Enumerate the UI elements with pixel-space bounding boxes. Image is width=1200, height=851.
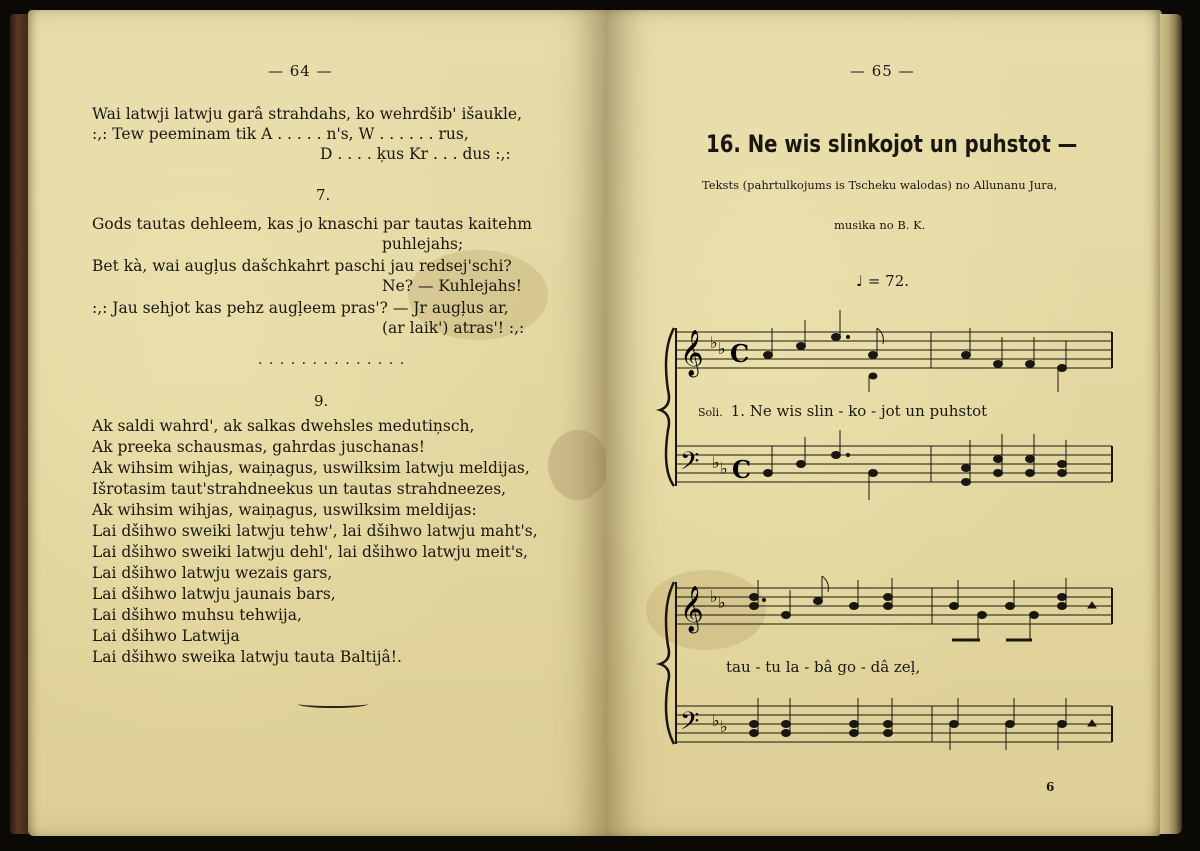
book-spread bbox=[10, 10, 1178, 838]
book-page-edges-right bbox=[1160, 14, 1182, 834]
treble-clef: 𝄞 bbox=[680, 330, 704, 376]
flat-sign: ♭ bbox=[718, 339, 726, 358]
flat-sign: ♭ bbox=[712, 711, 720, 730]
flat-sign: ♭ bbox=[720, 717, 728, 736]
flat-sign: ♭ bbox=[720, 459, 728, 478]
verse-line: Ak saldi wahrd', ak salkas dwehsles medutiņsch, bbox=[92, 417, 475, 435]
book-cover-edge-left bbox=[10, 14, 30, 834]
verse-line: :,: Jau sehjot kas pehz augļeem pras'? — Jr augļus ar, bbox=[92, 299, 509, 317]
verse-line: Bet kà, wai augļus dašchkahrt paschi jau redsej'schi? bbox=[92, 257, 512, 275]
signature-mark: 6 bbox=[1046, 780, 1055, 794]
flat-sign: ♭ bbox=[712, 453, 720, 472]
treble-staff bbox=[676, 588, 1112, 624]
verse-line: (ar laik') atras'! :,: bbox=[382, 319, 525, 337]
verse-line: Gods tautas dehleem, kas jo knaschi par tautas kaitehm bbox=[92, 215, 532, 233]
notes-measure-2 bbox=[962, 328, 1067, 392]
lyrics-text: 1. Ne wis slin - ko - jot un puhstot bbox=[730, 402, 988, 420]
verse-line: Lai dšihwo sweiki latwju dehl', lai dšihwo latwju meit's, bbox=[92, 543, 528, 561]
lyricist-credit: Teksts (pahrtulkojums is Tscheku walodas) no Allunanu Jura, bbox=[702, 178, 1058, 192]
page-number: — 64 — bbox=[268, 62, 333, 80]
verse-line: Išrotasim taut'strahdneekus un tautas strahdneezes, bbox=[92, 480, 507, 498]
stanza-number: 7. bbox=[316, 186, 331, 204]
system-brace bbox=[660, 582, 674, 744]
verse-line: Ak preeka schausmas, gahrdas juschanas! bbox=[92, 438, 425, 456]
system-brace bbox=[660, 328, 674, 486]
bass-clef: 𝄢 bbox=[680, 447, 700, 482]
lyrics-line-1 bbox=[698, 402, 987, 420]
bass-staff bbox=[676, 706, 1112, 742]
page-65 bbox=[606, 10, 1162, 836]
composer-credit: musika no B. K. bbox=[834, 218, 926, 232]
verse-line: :,: Tew peeminam tik A . . . . . n's, W . . . . . . rus, bbox=[92, 125, 469, 143]
page-64 bbox=[28, 10, 606, 836]
paper-stain bbox=[548, 430, 606, 500]
flat-sign: ♭ bbox=[718, 593, 726, 612]
verse-line: Lai dšihwo muhsu tehwija, bbox=[92, 606, 302, 624]
verse-line: Lai dšihwo latwju wezais gars, bbox=[92, 564, 333, 582]
verse-line: Ak wihsim wihjas, waiņagus, uswilksim latwju meldijas, bbox=[92, 459, 530, 477]
tempo-marking: ♩ = 72. bbox=[856, 272, 910, 290]
time-signature: C bbox=[732, 455, 752, 484]
solo-marking: Soli. bbox=[698, 406, 723, 419]
notes-measure-1 bbox=[764, 310, 884, 392]
song-title: 16. Ne wis slinkojot un puhstot — bbox=[706, 130, 1078, 158]
verse-line: Lai dšihwo Latwija bbox=[92, 627, 240, 645]
treble-clef: 𝄞 bbox=[680, 586, 704, 632]
flat-sign: ♭ bbox=[710, 333, 718, 352]
time-signature: C bbox=[730, 339, 750, 368]
verse-line: Lai dšihwo sweiki latwju tehw', lai dšihwo latwju maht's, bbox=[92, 522, 538, 540]
verse-line: D . . . . ķus Kr . . . dus :,: bbox=[320, 145, 511, 163]
bass-clef: 𝄢 bbox=[680, 707, 700, 742]
ellipsis-divider: . . . . . . . . . . . . . . bbox=[258, 352, 406, 368]
notes-measure-3 bbox=[750, 576, 1097, 640]
verse-line: Lai dšihwo latwju jaunais bars, bbox=[92, 585, 336, 603]
verse-line: Lai dšihwo sweika latwju tauta Baltijâ!. bbox=[92, 648, 402, 666]
page-number: — 65 — bbox=[850, 62, 915, 80]
verse-line: Ne? — Kuhlejahs! bbox=[382, 277, 522, 295]
verse-line: puhlejahs; bbox=[382, 235, 464, 253]
decorative-rule bbox=[298, 700, 368, 708]
bass-notes-system-1 bbox=[764, 430, 1067, 500]
verse-line: Wai latwji latwju garâ strahdahs, ko wehrdšib' išaukle, bbox=[92, 105, 523, 123]
sheet-music bbox=[606, 10, 1162, 836]
verse-line: Ak wihsim wihjas, waiņagus, uswilksim meldijas: bbox=[92, 501, 477, 519]
lyrics-line-2: tau - tu la - bâ go - dâ zeļ, bbox=[726, 658, 921, 676]
stanza-number: 9. bbox=[314, 392, 329, 410]
flat-sign: ♭ bbox=[710, 587, 718, 606]
